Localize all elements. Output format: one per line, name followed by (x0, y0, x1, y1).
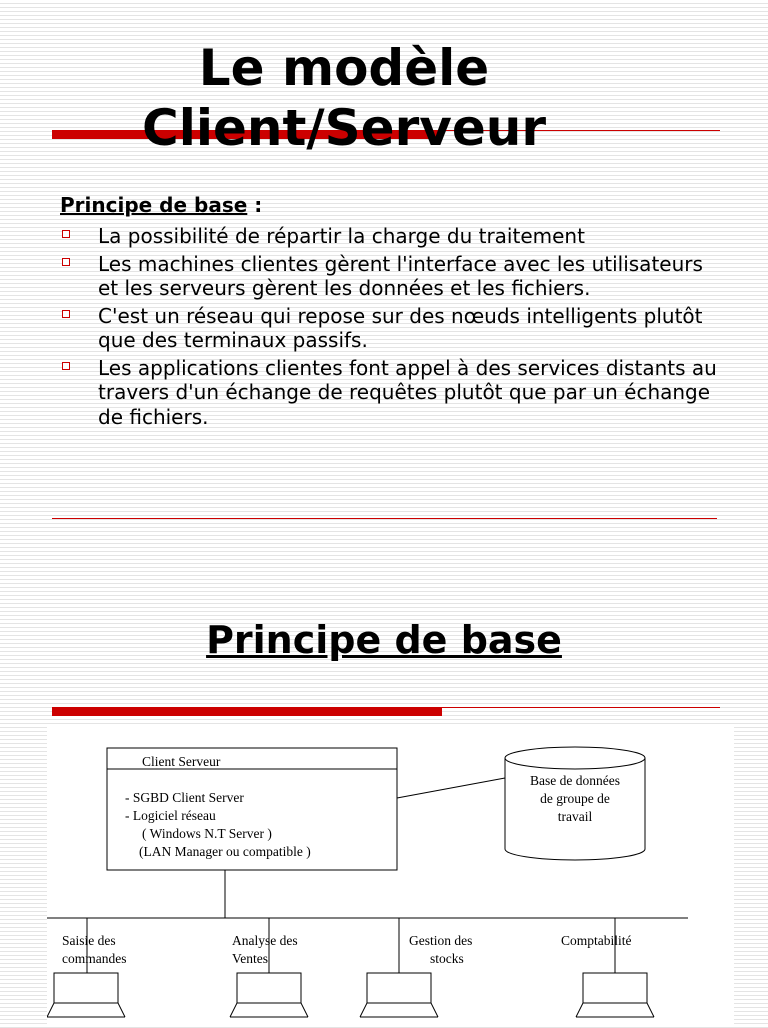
principle-heading (60, 193, 262, 217)
square-bullet-icon (62, 310, 70, 318)
slide2-accent-line (52, 707, 720, 708)
slide-divider (52, 518, 717, 519)
square-bullet-icon (62, 362, 70, 370)
terminal-base-edge (431, 1003, 438, 1017)
slide-title-line-1: Le modèle (198, 39, 490, 97)
server-database-link (397, 778, 505, 798)
database-icon (505, 747, 645, 769)
client-1-label-line-2: commandes (62, 951, 127, 966)
database-line-1: Base de données (530, 773, 620, 788)
slide2-accent-bar (52, 707, 442, 716)
slide-title (60, 38, 628, 158)
server-line-1: - SGBD Client Server (125, 790, 244, 805)
bullet-text: Les machines clientes gèrent l'interface avec les utilisateurs et les serveurs gèrent les données et les fichiers. (98, 251, 703, 300)
database-line-2: de groupe de (540, 791, 610, 806)
bullet-item (60, 224, 720, 249)
bullet-list (60, 224, 720, 432)
diagram-svg (47, 725, 734, 1024)
terminal-icon (237, 973, 301, 1003)
principle-colon: : (247, 193, 263, 217)
terminal-base-edge (576, 1003, 583, 1017)
terminal-base-edge (47, 1003, 54, 1017)
client-2-label-line-1: Analyse des (232, 933, 298, 948)
client-1-label-line-1: Saisie des (62, 933, 116, 948)
server-box-title: Client Serveur (142, 754, 221, 769)
terminal-base-edge (301, 1003, 308, 1017)
client-3-label-line-2: stocks (430, 951, 464, 966)
terminal-base-edge (118, 1003, 125, 1017)
bullet-text: C'est un réseau qui repose sur des nœuds intelligents plutôt que des terminaux passifs. (98, 303, 703, 352)
terminal-icon (583, 973, 647, 1003)
server-line-2: - Logiciel réseau (125, 808, 216, 823)
principle-label: Principe de base (60, 193, 248, 217)
client-3-label-line-1: Gestion des (409, 933, 473, 948)
terminal-icon (367, 973, 431, 1003)
bullet-item (60, 252, 720, 301)
database-line-3: travail (557, 809, 593, 824)
client-2-label-line-2: Ventes (232, 951, 268, 966)
bullet-text: Les applications clientes font appel à des services distants au travers d'un échange de requêtes plutôt que par un échange de fichiers. (98, 355, 717, 429)
client-4-label: Comptabilité (561, 933, 632, 948)
terminal-base-edge (360, 1003, 367, 1017)
slide-title-line-2: Client/Serveur (142, 99, 546, 157)
slide2-title: Principe de base (206, 618, 562, 662)
terminal-base-edge (647, 1003, 654, 1017)
server-line-4: (LAN Manager ou compatible ) (139, 844, 311, 859)
terminal-base-edge (230, 1003, 237, 1017)
client-server-diagram (47, 725, 734, 1024)
bullet-item (60, 356, 720, 430)
square-bullet-icon (62, 230, 70, 238)
bullet-item (60, 304, 720, 353)
server-line-3: ( Windows N.T Server ) (142, 826, 272, 841)
bullet-text: La possibilité de répartir la charge du traitement (98, 224, 585, 248)
square-bullet-icon (62, 258, 70, 266)
terminal-icon (54, 973, 118, 1003)
